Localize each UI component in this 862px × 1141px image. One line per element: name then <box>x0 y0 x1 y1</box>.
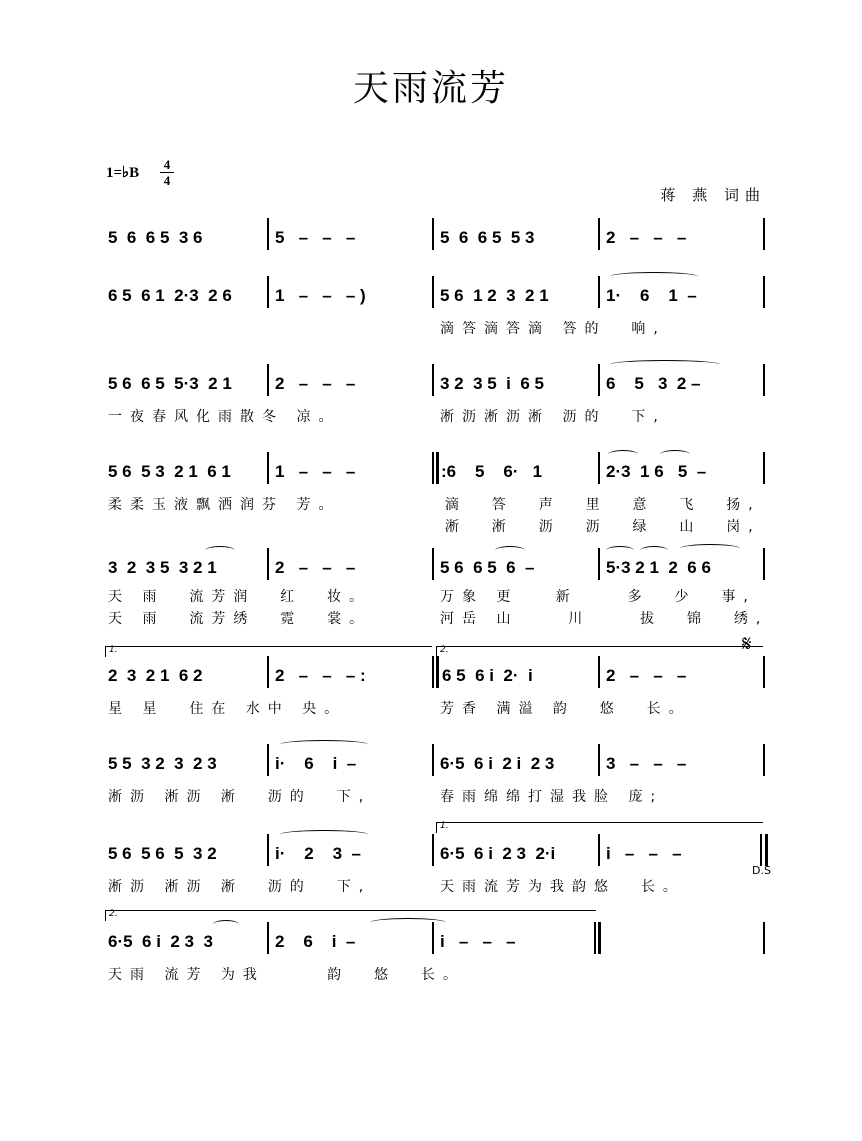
lyric-line: 一夜春风化雨散冬 凉。 <box>108 409 341 425</box>
measure: 5 6 6 5 6 – <box>440 558 535 577</box>
measure: 2·3 1 6 5 – <box>606 462 707 481</box>
measure: i – – – <box>440 932 516 951</box>
measure: 2 – – – : <box>275 666 366 685</box>
measure: 6·5 6 i 2 3 2·i <box>440 844 556 863</box>
measure: 2 – – – <box>275 374 356 393</box>
measure: 3 2 3 5 i 6 5 <box>440 374 544 393</box>
lyric-line: 春雨绵绵打湿我脸 庞; <box>440 789 664 805</box>
lyric-line: 万象 更 新 多 少 事, <box>440 589 756 605</box>
lyric-line: 天 雨 流芳绣 霓 裳。 <box>108 611 372 627</box>
time-signature <box>160 158 174 187</box>
measure: 2 – – – <box>606 228 687 247</box>
lyric-line: 芳香 满溢 韵 悠 长。 <box>440 701 691 717</box>
lyric-line: 淅 淅 沥 沥 绿 山 岗, <box>420 519 761 535</box>
measure: 5 6 5 3 2 1 6 1 <box>108 462 231 481</box>
measure: 2 3 2 1 6 2 <box>108 666 203 685</box>
measure: 1 – – – <box>275 462 356 481</box>
measure: 5 5 3 2 3 2 3 <box>108 754 217 773</box>
lyric-line: 天 雨 流芳润 红 妆。 <box>108 589 372 605</box>
measure: 5 6 1 2 3 2 1 <box>440 286 549 305</box>
measure: 6·5 6 i 2 i 2 3 <box>440 754 555 773</box>
measure: 5 – – – <box>275 228 356 247</box>
lyric-line: 天雨流芳为我韵悠 长。 <box>440 879 685 895</box>
volta-2: 2. <box>109 909 118 919</box>
composer-credit: 蒋 燕 词曲 <box>660 186 766 204</box>
measure: 6·5 6 i 2 3 3 <box>108 932 213 951</box>
measure: 3 2 3 5 3 2 1 <box>108 558 217 577</box>
measure: 6 5 6 1 2·3 2 6 <box>108 286 232 305</box>
meter-bottom: 4 <box>163 173 171 188</box>
page-title: 天雨流芳 <box>352 68 509 109</box>
measure: 5 6 6 5 5·3 2 1 <box>108 374 232 393</box>
measure: 5 6 5 6 5 3 2 <box>108 844 217 863</box>
measure: 5·3 2 1 2 6 6 <box>606 558 711 577</box>
measure: 1· 6 1 – <box>606 286 697 305</box>
lyric-line: 淅沥淅沥淅 沥的 下, <box>440 409 666 425</box>
ds-mark: D.S <box>752 864 771 877</box>
lyric-line: 河岳 山 川 拔 锦 绣, <box>440 611 769 627</box>
measure: 5 6 6 5 3 6 <box>108 228 203 247</box>
measure: 2 6 i – <box>275 932 356 951</box>
measure: 5 6 6 5 5 3 <box>440 228 535 247</box>
measure: 2 – – – <box>606 666 687 685</box>
lyric-line: 滴 答 声 里 意 飞 扬, <box>420 497 761 513</box>
meter-top: 4 <box>163 157 171 172</box>
measure: 3 – – – <box>606 754 687 773</box>
segno-icon: 𝄋 <box>742 632 752 657</box>
volta-1: 1. <box>109 645 118 655</box>
volta-1: 1. <box>440 821 449 831</box>
measure: i· 2 3 – <box>275 844 361 863</box>
measure: i – – – <box>606 844 682 863</box>
key-signature: 1=♭B <box>106 165 140 181</box>
volta-2: 2. <box>440 645 449 655</box>
lyric-line: 淅沥 淅沥 淅 沥的 下, <box>108 789 372 805</box>
measure: 6 5 6 i 2· i <box>442 666 533 685</box>
measure: 6 5 3 2 – <box>606 374 701 393</box>
lyric-line: 天雨 流芳 为我 韵 悠 长。 <box>108 967 465 983</box>
measure: 2 – – – <box>275 558 356 577</box>
measure: :6 5 6· 1 <box>441 462 543 481</box>
measure: i· 6 i – <box>275 754 357 773</box>
lyric-line: 柔柔玉液飘洒润芬 芳。 <box>108 497 341 513</box>
lyric-line: 淅沥 淅沥 淅 沥的 下, <box>108 879 372 895</box>
lyric-line: 星 星 住在 水中 央。 <box>108 701 347 717</box>
measure: 1 – – – ) <box>275 286 366 305</box>
lyric-line: 滴答滴答滴 答的 响, <box>440 321 666 337</box>
